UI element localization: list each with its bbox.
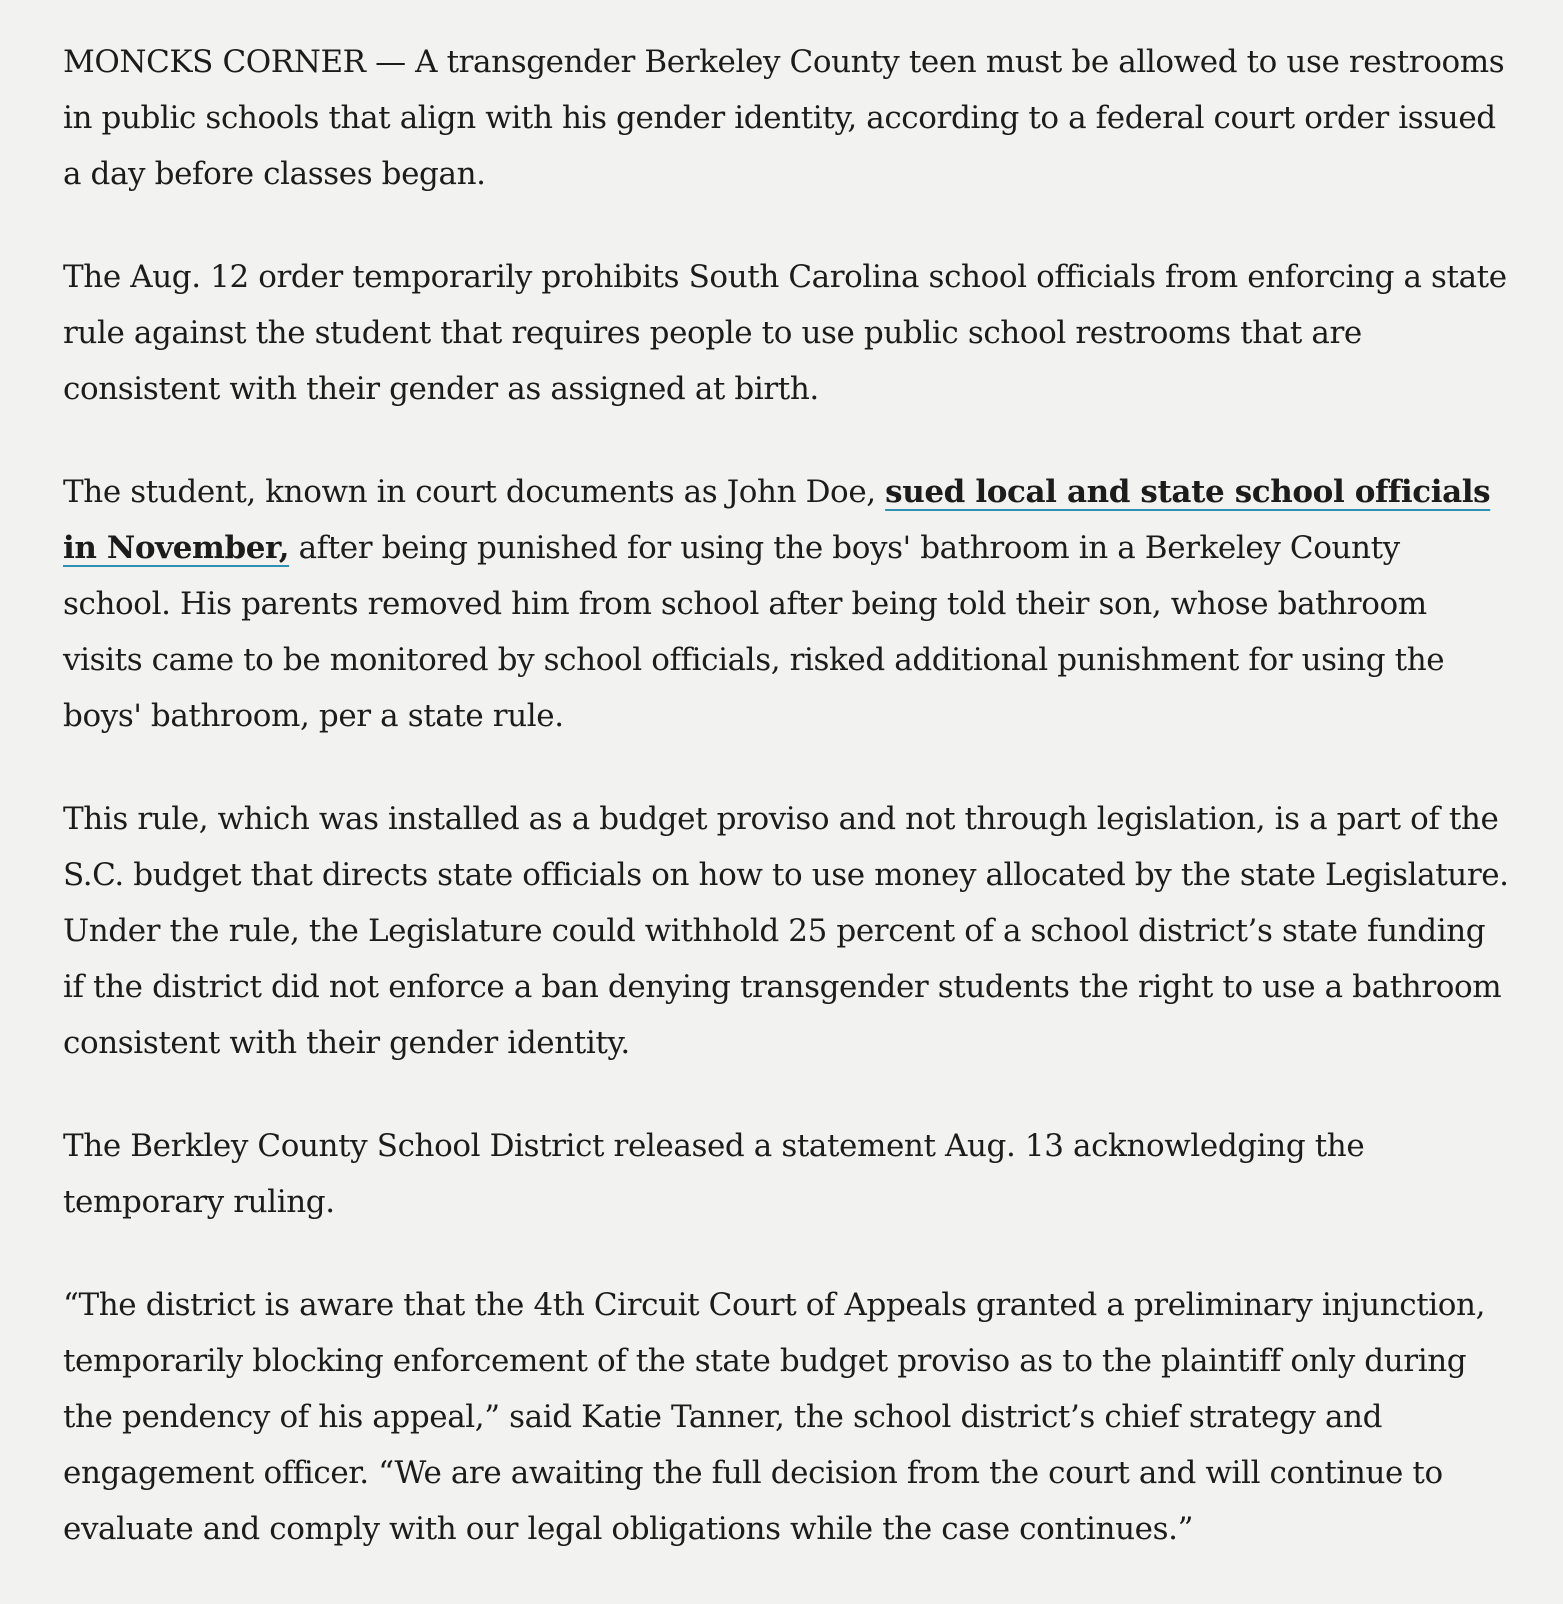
article-body	[63, 34, 1515, 1604]
lawsuit-link[interactable]: sued local and state school officials in November,	[63, 474, 1491, 566]
article-paragraph-statement: The Berkley County School District released a statement Aug. 13 acknowledging the temporary ruling.	[63, 1128, 1365, 1220]
article-paragraph-lede: MONCKS CORNER — A transgender Berkeley County teen must be allowed to use restrooms in public schools that align with his gender identity, according to a federal court order issued a day before classes began.	[63, 44, 1505, 192]
paragraph-text-before-link: The student, known in court documents as John Doe,	[63, 474, 886, 510]
article-paragraph-order: The Aug. 12 order temporarily prohibits South Carolina school officials from enforcing a state rule against the student that requires people to use public school restrooms that are consistent with their gender as assigned at birth.	[63, 259, 1507, 407]
article-paragraph-quote: “The district is aware that the 4th Circuit Court of Appeals granted a preliminary injunction, temporarily blocking enforcement of the state budget proviso as to the plaintiff only during the pendency of his appeal,” said Katie Tanner, the school district’s chief strategy and engagement officer. “We are awaiting the full decision from the court and will continue to evaluate and comply with our legal obligations while the case continues.”	[63, 1287, 1486, 1547]
article-paragraph-rule: This rule, which was installed as a budget proviso and not through legislation, is a part of the S.C. budget that directs state officials on how to use money allocated by the state Legislature. Under the rule, the Legislature could withhold 25 percent of a school district’s state funding if the district did not enforce a ban denying transgender students the right to use a bathroom consistent with their gender identity.	[63, 801, 1509, 1061]
paragraph-text-after-link: after being punished for using the boys' bathroom in a Berkeley County school. His parents removed him from school after being told their son, whose bathroom visits came to be monitored by school officials, risked additional punishment for using the boys' bathroom, per a state rule.	[63, 530, 1445, 734]
article-paragraph-student	[63, 464, 1515, 744]
